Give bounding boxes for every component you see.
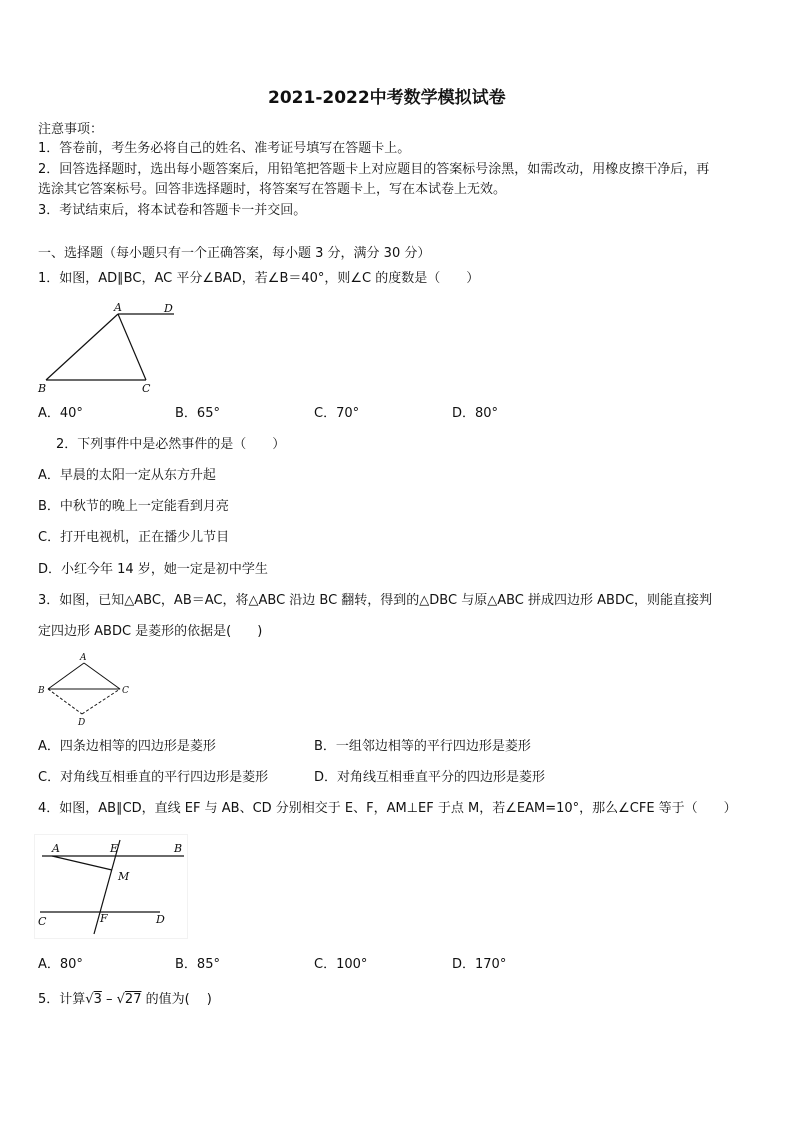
notice-item-1: 1．答卷前，考生务必将自己的姓名、准考证号填写在答题卡上。 <box>38 141 411 156</box>
question-3-option-d: D．对角线互相垂直平分的四边形是菱形 <box>314 770 546 785</box>
notice-heading: 注意事项： <box>38 122 104 137</box>
question-4-option-d: D．170° <box>452 957 507 972</box>
question-3-option-b: B．一组邻边相等的平行四边形是菱形 <box>314 739 531 754</box>
question-3-figure <box>34 650 134 728</box>
question-1-option-d: D．80° <box>452 406 499 421</box>
notice-item-2-line-2: 选涂其它答案标号。回答非选择题时，将答案写在答题卡上，写在本试卷上无效。 <box>38 182 507 197</box>
question-4-option-a: A．80° <box>38 957 83 972</box>
question-4-figure <box>34 834 190 940</box>
question-1-option-b: B．65° <box>175 406 220 421</box>
question-1-figure <box>34 298 184 396</box>
question-2-option-c: C．打开电视机，正在播少儿节目 <box>38 530 230 545</box>
q1-label-d: D <box>164 302 173 315</box>
page-title: 2021-2022中考数学模拟试卷 <box>268 88 506 108</box>
sqrt-27-radicand: 27 <box>124 992 142 1007</box>
sqrt-3-radicand: 3 <box>93 992 102 1007</box>
q4-label-d: D <box>156 913 165 926</box>
q1-label-a: A <box>114 301 122 314</box>
q3-label-c: C <box>122 686 129 696</box>
section-heading: 一、选择题（每小题只有一个正确答案，每小题 3 分，满分 30 分） <box>38 246 431 261</box>
notice-item-3: 3．考试结束后，将本试卷和答题卡一并交回。 <box>38 203 307 218</box>
question-5-minus: – <box>101 992 117 1007</box>
question-3-option-c: C．对角线互相垂直的平行四边形是菱形 <box>38 770 269 785</box>
notice-item-2-line-1: 2．回答选择题时，选出每小题答案后，用铅笔把答题卡上对应题目的答案标号涂黑，如需改动，用橡皮擦干净后，再 <box>38 162 710 177</box>
sqrt-3: √3 <box>85 992 102 1007</box>
question-4-stem: 4．如图，AB∥CD，直线 EF 与 AB、CD 分别相交于 E、F，AM⊥EF 于点 M，若∠EAM=10°，那么∠CFE 等于（ ） <box>38 801 737 816</box>
question-4-option-b: B．85° <box>175 957 220 972</box>
question-5-suffix: 的值为( ) <box>141 992 212 1007</box>
question-5-prefix: 5．计算 <box>38 992 86 1007</box>
q3-label-d: D <box>78 718 86 728</box>
sqrt-27: √27 <box>116 992 142 1007</box>
q1-label-c: C <box>142 382 151 395</box>
q3-label-a: A <box>80 653 87 663</box>
question-5-stem <box>38 992 212 1008</box>
question-2-option-d: D．小红今年 14 岁，她一定是初中学生 <box>38 562 268 577</box>
q1-label-b: B <box>38 382 47 395</box>
q4-label-b: B <box>174 842 183 855</box>
question-3-stem-line-1: 3．如图，已知△ABC，AB＝AC，将△ABC 沿边 BC 翻转，得到的△DBC 与原△ABC 拼成四边形 ABDC，则能直接判 <box>38 593 713 608</box>
question-1-stem: 1．如图，AD∥BC，AC 平分∠BAD，若∠B＝40°，则∠C 的度数是（ ） <box>38 271 480 286</box>
question-3-option-a: A．四条边相等的四边形是菱形 <box>38 739 216 754</box>
q4-label-e: E <box>110 842 119 855</box>
q4-label-a: A <box>52 842 60 855</box>
question-2-option-a: A．早晨的太阳一定从东方升起 <box>38 468 216 483</box>
question-1-option-c: C．70° <box>314 406 360 421</box>
question-2-option-b: B．中秋节的晚上一定能看到月亮 <box>38 499 229 514</box>
q3-label-b: B <box>38 686 45 696</box>
q4-label-f: F <box>100 912 108 925</box>
question-2-stem: 2．下列事件中是必然事件的是（ ） <box>56 437 286 452</box>
q4-label-m: M <box>118 870 130 883</box>
question-3-stem-line-2: 定四边形 ABDC 是菱形的依据是( ) <box>38 624 263 639</box>
question-1-option-a: A．40° <box>38 406 83 421</box>
q4-label-c: C <box>38 915 47 928</box>
question-4-option-c: C．100° <box>314 957 368 972</box>
